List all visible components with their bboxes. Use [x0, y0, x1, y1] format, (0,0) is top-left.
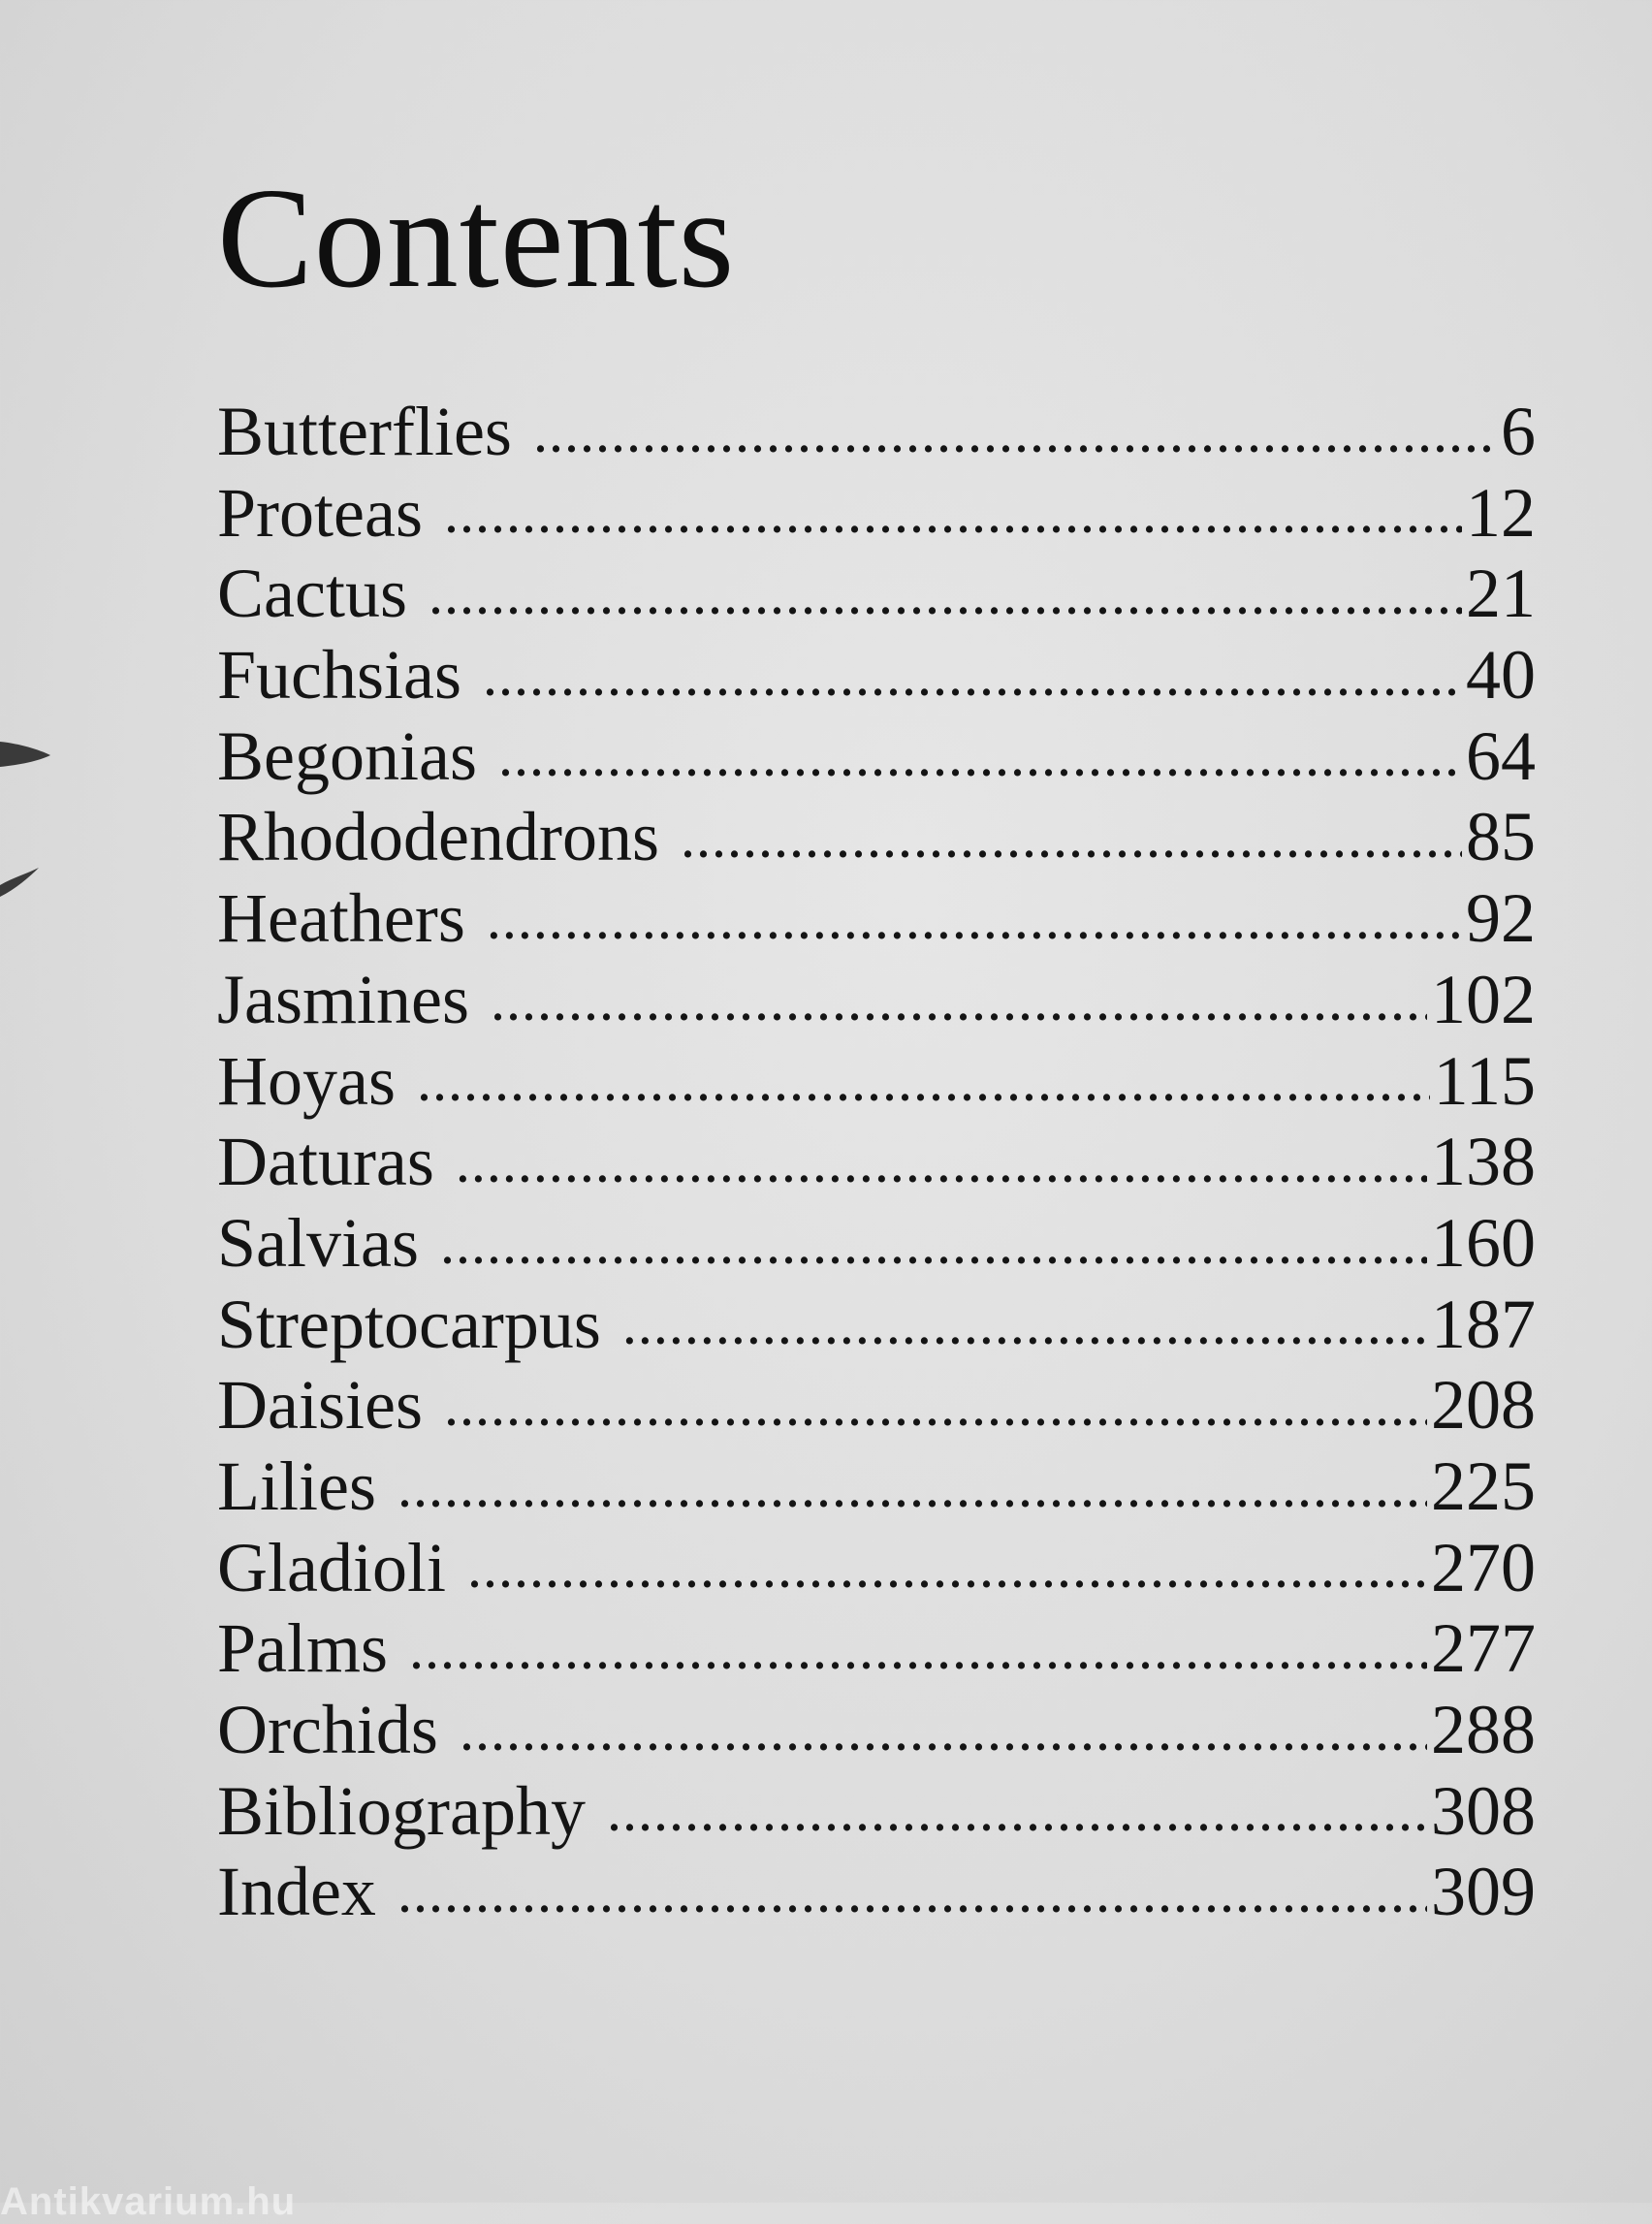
toc-entry-title: Daisies	[217, 1366, 423, 1445]
dot-leader	[430, 554, 1462, 635]
dot-leader	[535, 392, 1493, 473]
toc-entry-page: 6	[1501, 393, 1536, 470]
toc-entry	[217, 960, 1536, 1041]
toc-entry-title: Streptocarpus	[217, 1285, 601, 1363]
dot-leader	[624, 1285, 1427, 1366]
toc-entry	[217, 1285, 1536, 1366]
toc-entry	[217, 392, 1536, 473]
toc-entry-page: 308	[1431, 1771, 1536, 1850]
toc-entry-title: Rhododendrons	[217, 798, 659, 876]
toc-entry-title: Salvias	[217, 1203, 419, 1282]
toc-entry-page: 225	[1431, 1446, 1536, 1525]
toc-entry-page: 138	[1431, 1123, 1536, 1201]
toc-entry	[217, 1122, 1536, 1203]
toc-entry-title: Index	[217, 1853, 376, 1931]
toc-entry-page: 12	[1466, 473, 1536, 552]
toc-entry-page: 309	[1431, 1853, 1536, 1931]
toc-entry-title: Butterflies	[217, 393, 512, 470]
toc-entry-title: Begonias	[217, 716, 477, 795]
toc-entry	[217, 1690, 1536, 1771]
dot-leader	[461, 1690, 1427, 1771]
toc-entry	[217, 1528, 1536, 1609]
dot-leader	[446, 1365, 1427, 1446]
toc-entry-page: 85	[1466, 798, 1536, 876]
toc-entry-title: Fuchsias	[217, 636, 461, 715]
leaf-illustration-fragment	[0, 722, 54, 906]
dot-leader	[489, 878, 1462, 960]
toc-entry-page: 115	[1433, 1041, 1536, 1120]
toc-entry	[217, 1608, 1536, 1690]
dot-leader	[419, 1041, 1430, 1123]
dot-leader	[609, 1771, 1427, 1853]
toc-entry-title: Bibliography	[217, 1771, 586, 1850]
toc-entry	[217, 878, 1536, 960]
table-of-contents	[217, 392, 1536, 1933]
toc-entry-page: 187	[1431, 1285, 1536, 1363]
toc-entry-title: Proteas	[217, 473, 423, 552]
toc-entry-title: Jasmines	[217, 960, 469, 1038]
dot-leader	[399, 1446, 1427, 1528]
toc-entry-title: Heathers	[217, 879, 465, 958]
dot-leader	[683, 797, 1462, 878]
dot-leader	[442, 1203, 1427, 1285]
toc-entry-page: 160	[1431, 1203, 1536, 1282]
toc-entry-page: 21	[1466, 555, 1536, 633]
toc-entry-page: 270	[1431, 1528, 1536, 1606]
toc-entry	[217, 1365, 1536, 1446]
toc-entry-title: Cactus	[217, 555, 407, 633]
toc-entry	[217, 1771, 1536, 1853]
toc-entry-title: Gladioli	[217, 1528, 446, 1606]
dot-leader	[458, 1122, 1427, 1203]
toc-entry	[217, 1446, 1536, 1528]
toc-entry-page: 40	[1466, 636, 1536, 715]
toc-entry-title: Lilies	[217, 1446, 376, 1525]
toc-entry	[217, 716, 1536, 798]
watermark: Antikvarium.hu	[0, 2180, 297, 2223]
dot-leader	[485, 635, 1462, 716]
dot-leader	[500, 716, 1462, 798]
dot-leader	[492, 960, 1427, 1041]
toc-entry-page: 92	[1466, 879, 1536, 958]
toc-entry	[217, 1203, 1536, 1285]
dot-leader	[411, 1608, 1427, 1690]
dot-leader	[446, 473, 1462, 555]
toc-entry	[217, 1041, 1536, 1123]
toc-entry-page: 208	[1431, 1366, 1536, 1445]
toc-entry-page: 277	[1431, 1609, 1536, 1688]
toc-entry	[217, 554, 1536, 635]
toc-entry	[217, 797, 1536, 878]
toc-entry	[217, 635, 1536, 716]
toc-entry-title: Daturas	[217, 1123, 434, 1201]
toc-entry-title: Palms	[217, 1609, 389, 1688]
page-title: Contents	[217, 159, 736, 318]
toc-entry	[217, 1852, 1536, 1933]
dot-leader	[399, 1852, 1427, 1933]
toc-entry-page: 288	[1431, 1691, 1536, 1768]
dot-leader	[469, 1528, 1427, 1609]
toc-entry-page: 102	[1431, 960, 1536, 1038]
toc-entry	[217, 473, 1536, 555]
toc-entry-title: Orchids	[217, 1691, 438, 1768]
toc-entry-page: 64	[1466, 716, 1536, 795]
toc-entry-title: Hoyas	[217, 1041, 396, 1120]
